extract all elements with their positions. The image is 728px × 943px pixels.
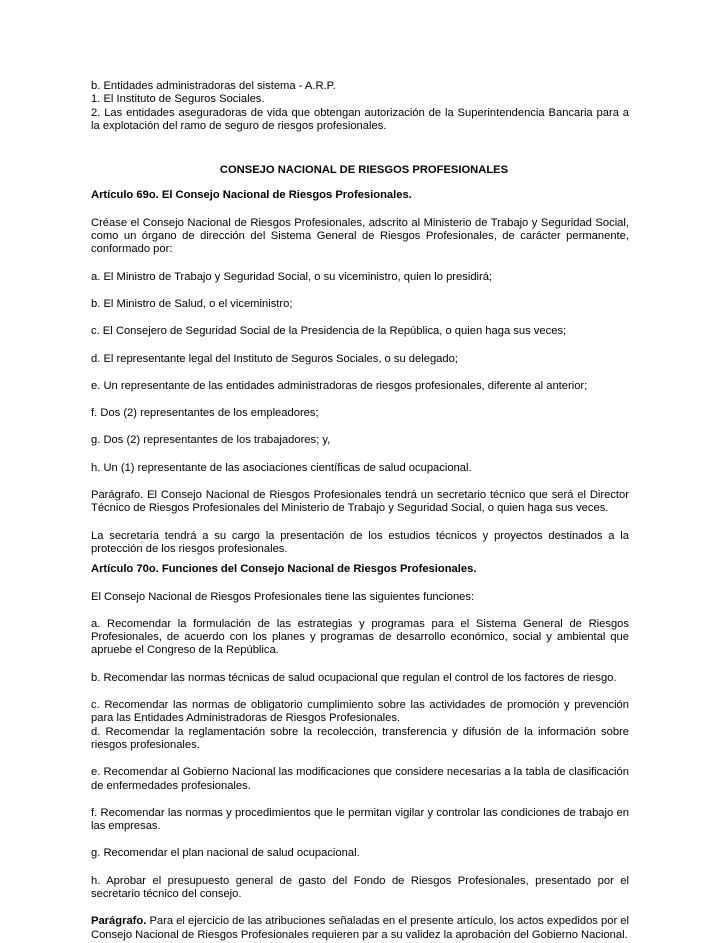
- article-70-title: Artículo 70o. Funciones del Consejo Nacional de Riesgos Profesionales.: [91, 563, 477, 576]
- article-69-paragrafo: Parágrafo. El Consejo Nacional de Riesgos Profesionales tendrá un secretario técnico que será el Director Técnico de Riesgos Profesionales del Ministerio de Trabajo y Seguridad Social, o quien haga sus veces.: [91, 489, 629, 515]
- article-69-intro: Créase el Consejo Nacional de Riesgos Profesionales, adscrito al Ministerio de Trabajo y Seguridad Social, como un órgano de dirección del Sistema General de Riesgos Profesionales, de carácter permanente, conformado por:: [91, 216, 629, 256]
- article-69-secretaria: La secretaría tendrá a su cargo la presentación de los estudios técnicos y proyectos destinados a la protección de los riesgos profesionales.: [91, 529, 629, 555]
- article-69-item: a. El Ministro de Trabajo y Seguridad Social, o su viceministro, quien lo presidirá;: [91, 270, 493, 283]
- document-page: [91, 80, 629, 942]
- article-70-item-b: b. Recomendar las normas técnicas de salud ocupacional que regulan el control de los factores de riesgo.: [91, 671, 617, 684]
- article-69-item: d. El representante legal del Instituto de Seguros Sociales, o su delegado;: [91, 352, 458, 365]
- top-line-2: 2. Las entidades aseguradoras de vida que obtengan autorización de la Superintendencia Bancaria para a la explotación del ramo de seguro de riesgos profesionales.: [91, 106, 629, 132]
- article-69-item: g. Dos (2) representantes de los trabajadores; y,: [91, 434, 331, 447]
- article-69-item: h. Un (1) representante de las asociaciones científicas de salud ocupacional.: [91, 461, 472, 474]
- article-70-intro: El Consejo Nacional de Riesgos Profesionales tiene las siguientes funciones:: [91, 590, 475, 603]
- article-69-item: f. Dos (2) representantes de los empleadores;: [91, 407, 319, 420]
- paragrafo-label: Parágrafo.: [91, 915, 147, 928]
- article-70-item-h: h. Aprobar el presupuesto general de gasto del Fondo de Riesgos Profesionales, presentado por el secretario técnico del consejo.: [91, 874, 629, 900]
- section-heading: CONSEJO NACIONAL DE RIESGOS PROFESIONALES: [219, 164, 509, 177]
- article-70-paragrafo: [91, 915, 629, 942]
- article-70-item-c: c. Recomendar las normas de obligatorio cumplimiento sobre las actividades de promoción y prevención para las Entidades Administradoras de Riesgos Profesionales.: [91, 699, 629, 725]
- article-69-item: c. El Consejero de Seguridad Social de la Presidencia de la República, o quien haga sus veces;: [91, 325, 567, 338]
- article-69-title: Artículo 69o. El Consejo Nacional de Riesgos Profesionales.: [91, 189, 412, 202]
- article-70-item-f: f. Recomendar las normas y procedimientos que le permitan vigilar y controlar las condiciones de trabajo en las empresas.: [91, 806, 629, 833]
- article-70-item-d: d. Recomendar la reglamentación sobre la recolección, transferencia y difusión de la información sobre riesgos profesionales.: [91, 725, 629, 751]
- article-69-item: e. Un representante de las entidades administradoras de riesgos profesionales, diferente al anterior;: [91, 379, 588, 392]
- paragrafo-text: Para el ejercicio de las atribuciones señaladas en el presente artículo, los actos expedidos por el Consejo Nacional de Riesgos Profesionales requieren par a su validez la aprobación del Gobierno Nacional.: [91, 915, 629, 941]
- top-line-1: 1. El Instituto de Seguros Sociales.: [91, 93, 265, 106]
- article-70-item-a: a. Recomendar la formulación de las estrategias y programas para el Sistema General de Riesgos Profesionales, de acuerdo con los planes y programas de desarrollo económico, social y ambiental que apruebe el Congreso de la República.: [91, 617, 629, 657]
- top-line-b: b. Entidades administradoras del sistema - A.R.P.: [91, 80, 336, 92]
- article-70-item-g: g. Recomendar el plan nacional de salud ocupacional.: [91, 847, 360, 860]
- article-69-item: b. El Ministro de Salud, o el viceministro;: [91, 297, 293, 310]
- article-70-item-e: e. Recomendar al Gobierno Nacional las modificaciones que considere necesarias a la tabla de clasificación de enfermedades profesionales.: [91, 766, 629, 792]
